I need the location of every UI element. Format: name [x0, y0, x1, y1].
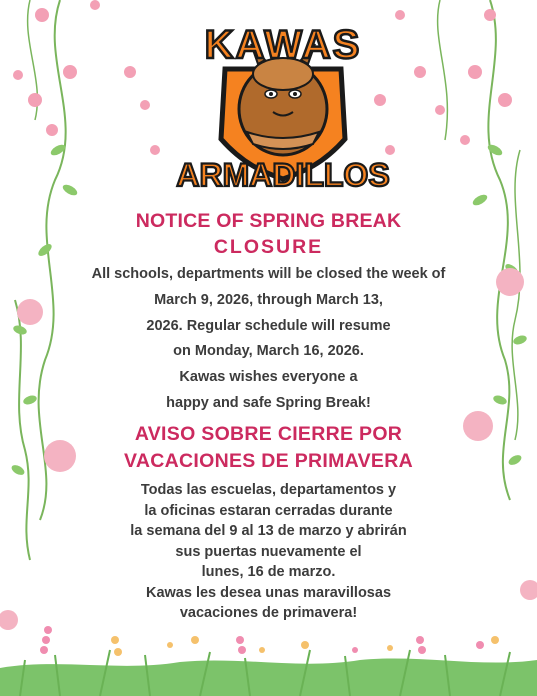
english-line: on Monday, March 16, 2026. — [173, 343, 364, 360]
spanish-line: lunes, 16 de marzo. — [201, 564, 336, 580]
english-title-line1: NOTICE OF SPRING BREAK — [135, 210, 402, 232]
spanish-title-line2: VACACIONES DE PRIMAVERA — [124, 450, 413, 472]
english-line: March 9, 2026, through March 13, — [154, 291, 383, 308]
english-line: Kawas wishes everyone a — [179, 369, 358, 386]
spanish-line: vacaciones de primavera! — [179, 605, 358, 621]
english-line: 2026. Regular schedule will resume — [146, 317, 391, 334]
english-title-line2: CLOSURE — [213, 236, 324, 258]
spanish-line: la semana del 9 al 13 de marzo y abrirán — [130, 523, 407, 539]
spanish-body — [60, 480, 477, 624]
spanish-title-line1: AVISO SOBRE CIERRE POR — [134, 423, 403, 445]
spanish-line: Kawas les desea unas maravillosas — [145, 584, 392, 601]
spanish-line: la oficinas estaran cerradas durante — [144, 502, 393, 519]
spanish-line: Todas las escuelas, departamentos y — [140, 482, 397, 498]
english-line: happy and safe Spring Break! — [166, 394, 371, 411]
logo-top-text: KAWAS — [204, 23, 362, 67]
kawas-armadillos-logo — [163, 14, 403, 194]
spanish-line: sus puertas nuevamente el — [175, 543, 362, 560]
english-line: All schools, departments will be closed the week of — [91, 266, 446, 282]
english-body — [40, 262, 497, 417]
logo-bottom-text: ARMADILLOS — [176, 157, 390, 193]
